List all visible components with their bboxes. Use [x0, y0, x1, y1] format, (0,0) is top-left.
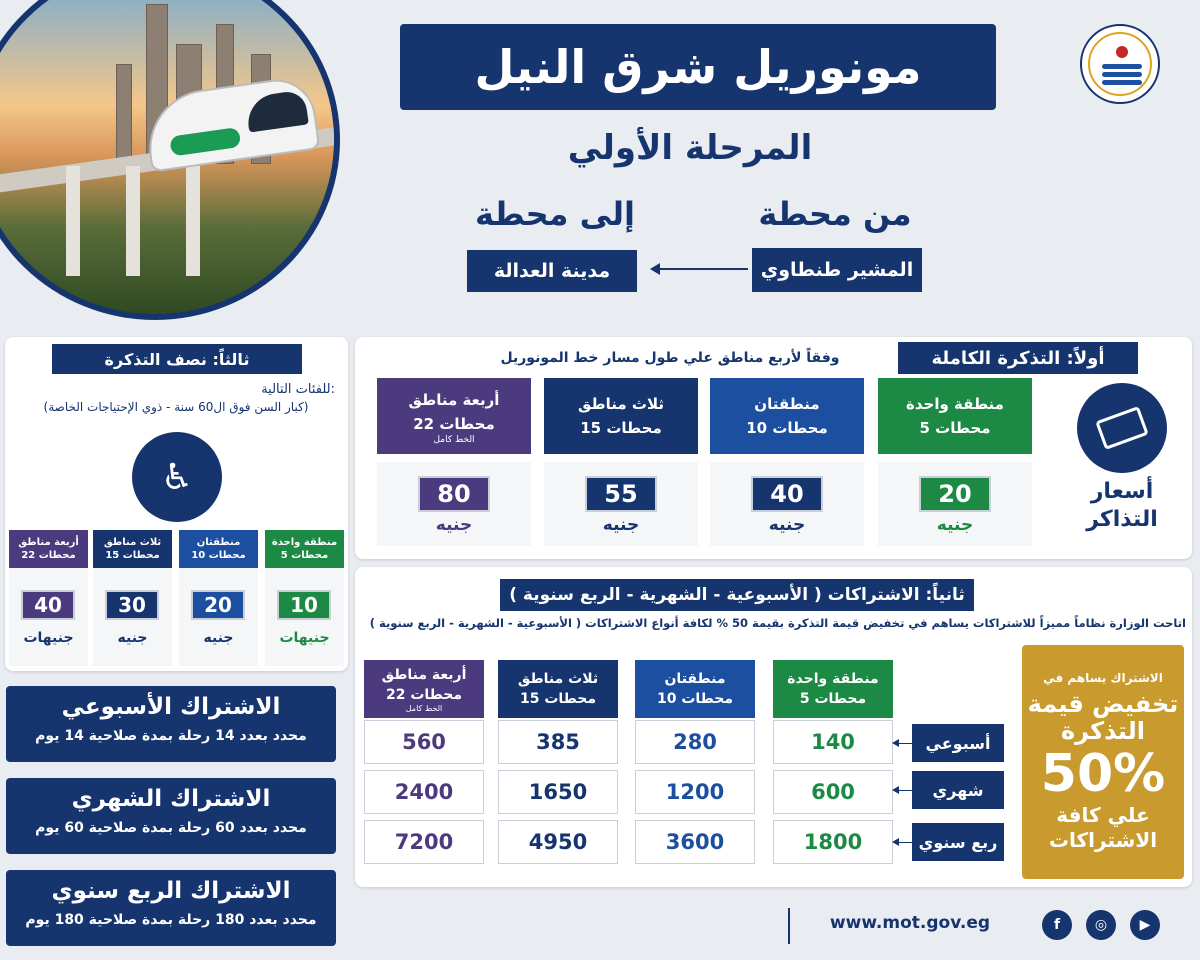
table-cell: 4950 — [498, 820, 618, 864]
zone-note: الخط كامل — [433, 434, 475, 445]
zone-stations: 22 محطات — [385, 687, 463, 703]
to-station-label: إلى محطة — [475, 195, 635, 233]
table-cell: 1650 — [498, 770, 618, 814]
subscription-column-header — [364, 660, 484, 718]
zone-card-2 — [710, 378, 864, 454]
zone-name: أربعة مناطق — [408, 390, 500, 409]
website-link[interactable]: www.mot.gov.eg — [829, 913, 991, 933]
facebook-icon[interactable]: f — [1042, 910, 1072, 940]
subscriptions-heading: ثانياً: الاشتراكات ( الأسبوعية - الشهرية - الربع سنوية ) — [500, 579, 974, 611]
zone-name: منطقتان — [196, 536, 241, 548]
subscriptions-description: اتاحت الوزارة نظاماً مميزاً للاشتراكات يساهم في تخفيض قيمة التذكرة بقيمة 50 % لكافة أنواع الاشتراكات ( الأسبوعية - الشهرية - الربع سنوية ) — [369, 616, 1186, 630]
table-cell: 385 — [498, 720, 618, 764]
zone-stations: 5 محطات — [799, 691, 867, 707]
zone-stations: 10 محطات — [656, 691, 734, 707]
subscription-column-header — [635, 660, 755, 718]
zone-stations: 10 محطات — [191, 550, 246, 561]
row-pointer-icon — [898, 743, 912, 744]
row-label-monthly: شهري — [912, 771, 1004, 809]
subscription-column-header — [773, 660, 893, 718]
half-currency: جنيهات — [279, 630, 330, 646]
discount-promo — [1022, 645, 1184, 879]
zone-card-1 — [878, 378, 1032, 454]
half-ticket-categories: (كبار السن فوق ال60 سنة - ذوي الإحتياجات الخاصة) — [43, 400, 309, 414]
weekly-subscription-card — [6, 686, 336, 762]
ministry-logo — [1080, 24, 1160, 104]
table-cell: 3600 — [635, 820, 755, 864]
zone-card-3 — [544, 378, 698, 454]
zone-name: ثلاث مناطق — [103, 536, 162, 548]
zone-stations: 5 محطات — [919, 419, 991, 437]
from-station-name: المشير طنطاوي — [752, 248, 922, 292]
half-currency: جنيهات — [23, 630, 74, 646]
table-cell: 140 — [773, 720, 893, 764]
fare-currency: جنيه — [602, 515, 640, 535]
fare-price-zone-3: 55 — [585, 476, 657, 512]
zone-stations: 15 محطات — [580, 419, 662, 437]
elderly-accessibility-icon: ♿ — [132, 432, 222, 522]
zone-stations: 15 محطات — [519, 691, 597, 707]
zone-name: منطقتان — [754, 395, 820, 413]
zone-card-4 — [377, 378, 531, 454]
from-station-label: من محطة — [758, 195, 912, 233]
row-pointer-icon — [898, 842, 912, 843]
zone-name: ثلاث مناطق — [577, 395, 664, 413]
phase-title: المرحلة الأولي — [567, 128, 813, 168]
half-price-zone-1: 10 — [277, 590, 331, 620]
half-price-zone-4: 40 — [21, 590, 75, 620]
promo-line-1: الاشتراك يساهم في — [1043, 670, 1163, 685]
table-cell: 600 — [773, 770, 893, 814]
youtube-icon[interactable]: ▶ — [1130, 910, 1160, 940]
row-label-weekly: أسبوعي — [912, 724, 1004, 762]
row-label-quarterly: ربع سنوي — [912, 823, 1004, 861]
half-currency: جنيه — [203, 630, 234, 646]
zone-name: أربعة مناطق — [18, 536, 79, 548]
zone-stations: 22 محطات — [21, 550, 76, 561]
card-detail: محدد بعدد 60 رحلة بمدة صلاحية 60 يوم — [35, 820, 307, 836]
half-zone-card-3 — [93, 530, 172, 568]
monorail-photo — [0, 0, 340, 320]
full-ticket-subheading: وفقاً لأربع مناطق علي طول مسار خط المونوريل — [500, 350, 840, 366]
subscription-column-header — [498, 660, 618, 718]
fare-price-zone-4: 80 — [418, 476, 490, 512]
table-cell: 280 — [635, 720, 755, 764]
zone-name: منطقة واحدة — [906, 395, 1004, 413]
monthly-subscription-card — [6, 778, 336, 854]
fare-currency: جنيه — [768, 515, 806, 535]
zone-stations: 10 محطات — [746, 419, 828, 437]
card-detail: محدد بعدد 14 رحلة بمدة صلاحية 14 يوم — [35, 728, 307, 744]
zone-name: أربعة مناطق — [381, 666, 467, 683]
to-station-name: مدينة العدالة — [467, 250, 637, 292]
fare-price-zone-1: 20 — [919, 476, 991, 512]
instagram-icon[interactable]: ◎ — [1086, 910, 1116, 940]
card-title: الاشتراك الشهري — [71, 786, 271, 812]
ticket-prices-label: أسعار التذاكر — [1086, 479, 1158, 532]
half-zone-card-2 — [179, 530, 258, 568]
fare-currency: جنيه — [435, 515, 473, 535]
zone-name: منطقتان — [664, 670, 726, 687]
promo-percent: 50% — [1040, 744, 1166, 804]
card-title: الاشتراك الربع سنوي — [51, 878, 291, 904]
promo-line-3: علي كافة الاشتراكات — [1048, 803, 1158, 853]
half-zone-card-1 — [265, 530, 344, 568]
half-zone-card-4 — [9, 530, 88, 568]
half-price-zone-3: 30 — [105, 590, 159, 620]
table-cell: 560 — [364, 720, 484, 764]
footer-divider — [788, 908, 790, 944]
half-ticket-heading: ثالثاً: نصف التذكرة — [52, 344, 302, 374]
fare-currency: جنيه — [936, 515, 974, 535]
table-cell: 7200 — [364, 820, 484, 864]
promo-line-2: تخفيض قيمة التذكرة — [1027, 689, 1179, 746]
card-detail: محدد بعدد 180 رحلة بمدة صلاحية 180 يوم — [25, 912, 317, 928]
fare-price-zone-2: 40 — [751, 476, 823, 512]
route-arrow-icon — [652, 268, 748, 270]
ticket-icon — [1077, 383, 1167, 473]
table-cell: 1800 — [773, 820, 893, 864]
zone-note: الخط كامل — [405, 704, 443, 714]
half-ticket-categories-label: للفئات التالية: — [261, 382, 335, 397]
quarterly-subscription-card — [6, 870, 336, 946]
card-title: الاشتراك الأسبوعي — [61, 694, 281, 720]
zone-stations: 22 محطات — [413, 414, 495, 433]
half-price-zone-2: 20 — [191, 590, 245, 620]
page-title: مونوريل شرق النيل — [400, 24, 996, 110]
row-pointer-icon — [898, 790, 912, 791]
full-ticket-heading: أولاً: التذكرة الكاملة — [898, 342, 1138, 374]
table-cell: 2400 — [364, 770, 484, 814]
half-currency: جنيه — [117, 630, 148, 646]
zone-stations: 15 محطات — [105, 550, 160, 561]
zone-name: منطقة واحدة — [787, 670, 879, 687]
zone-name: منطقة واحدة — [271, 536, 338, 548]
table-cell: 1200 — [635, 770, 755, 814]
zone-name: ثلاث مناطق — [517, 670, 599, 687]
zone-stations: 5 محطات — [280, 550, 329, 561]
